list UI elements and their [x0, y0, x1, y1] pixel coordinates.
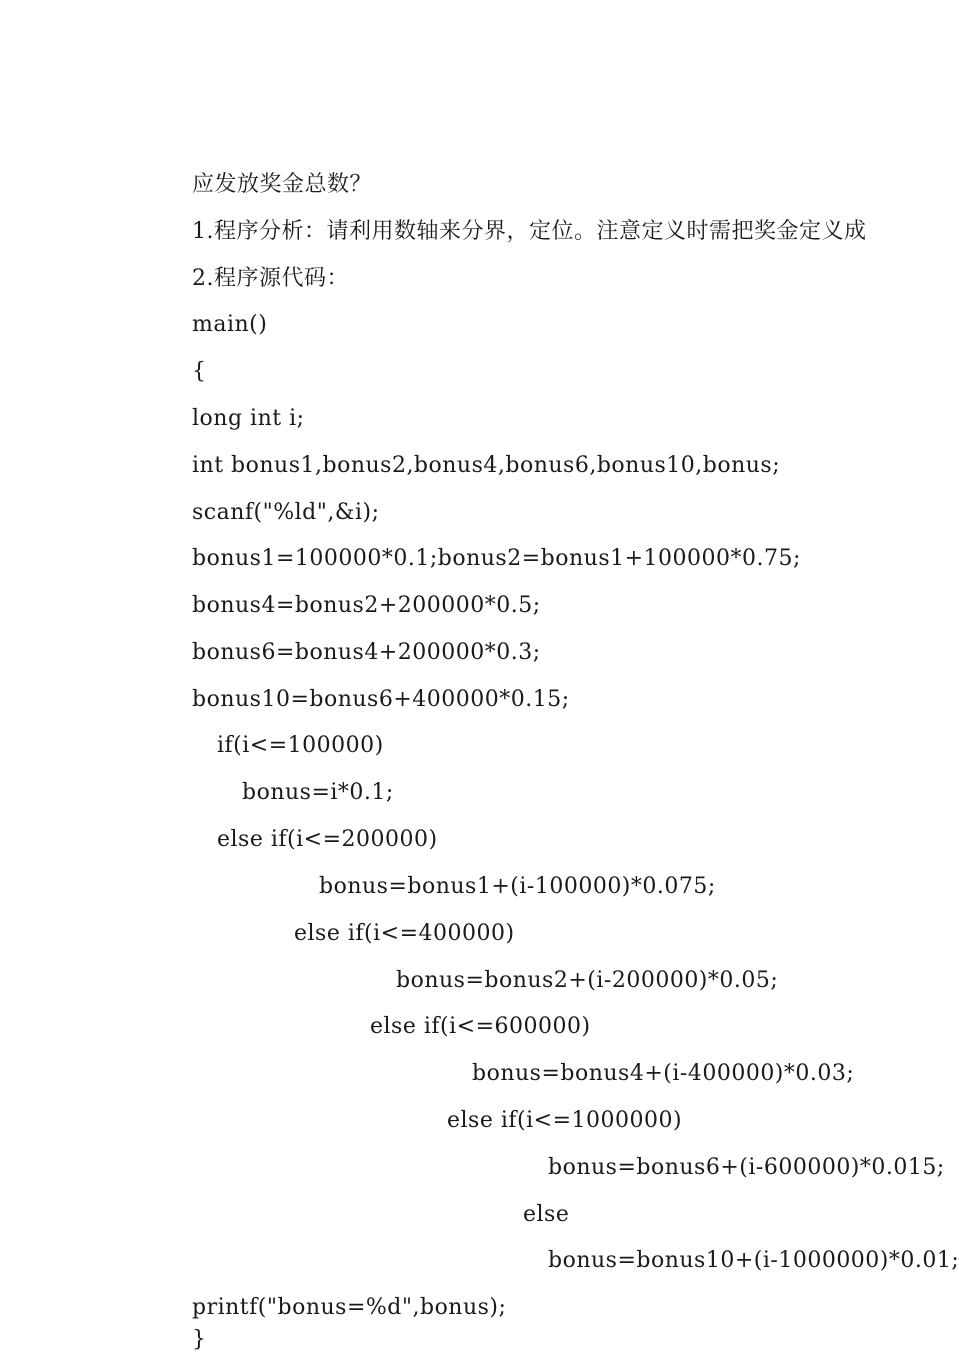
code-line: scanf("%ld",&i); [192, 500, 380, 525]
code-line: else if(i<=200000) [217, 827, 438, 852]
code-line: bonus=i*0.1; [242, 780, 394, 805]
code-line: bonus=bonus6+(i-600000)*0.015; [548, 1155, 945, 1180]
code-line: else if(i<=1000000) [447, 1108, 683, 1133]
code-line: else if(i<=400000) [294, 921, 515, 946]
code-line: { [192, 359, 207, 384]
code-line-cut: } [192, 1327, 206, 1352]
code-line: long int i; [192, 406, 305, 431]
code-line: bonus=bonus2+(i-200000)*0.05; [396, 968, 779, 993]
source-title: 2.程序源代码： [192, 266, 349, 291]
code-line: else [523, 1202, 570, 1227]
code-line: bonus=bonus4+(i-400000)*0.03; [472, 1061, 855, 1086]
code-line: bonus1=100000*0.1;bonus2=bonus1+100000*0.75; [192, 546, 801, 571]
code-line: bonus4=bonus2+200000*0.5; [192, 593, 541, 618]
code-line: if(i<=100000) [217, 733, 384, 758]
code-line: bonus6=bonus4+200000*0.3; [192, 640, 541, 665]
code-line: bonus=bonus10+(i-1000000)*0.01; [548, 1248, 959, 1273]
doc-heading: 应发放奖金总数？ [192, 172, 373, 197]
code-line: bonus=bonus1+(i-100000)*0.075; [319, 874, 716, 899]
code-line: int bonus1,bonus2,bonus4,bonus6,bonus10,bonus; [192, 453, 781, 478]
code-line: main() [192, 312, 268, 337]
code-line: printf("bonus=%d",bonus); [192, 1295, 507, 1320]
analysis-text: 1.程序分析：请利用数轴来分界，定位。注意定义时需把奖金定义成 [192, 219, 867, 244]
code-line: bonus10=bonus6+400000*0.15; [192, 687, 570, 712]
code-line: else if(i<=600000) [370, 1014, 591, 1039]
